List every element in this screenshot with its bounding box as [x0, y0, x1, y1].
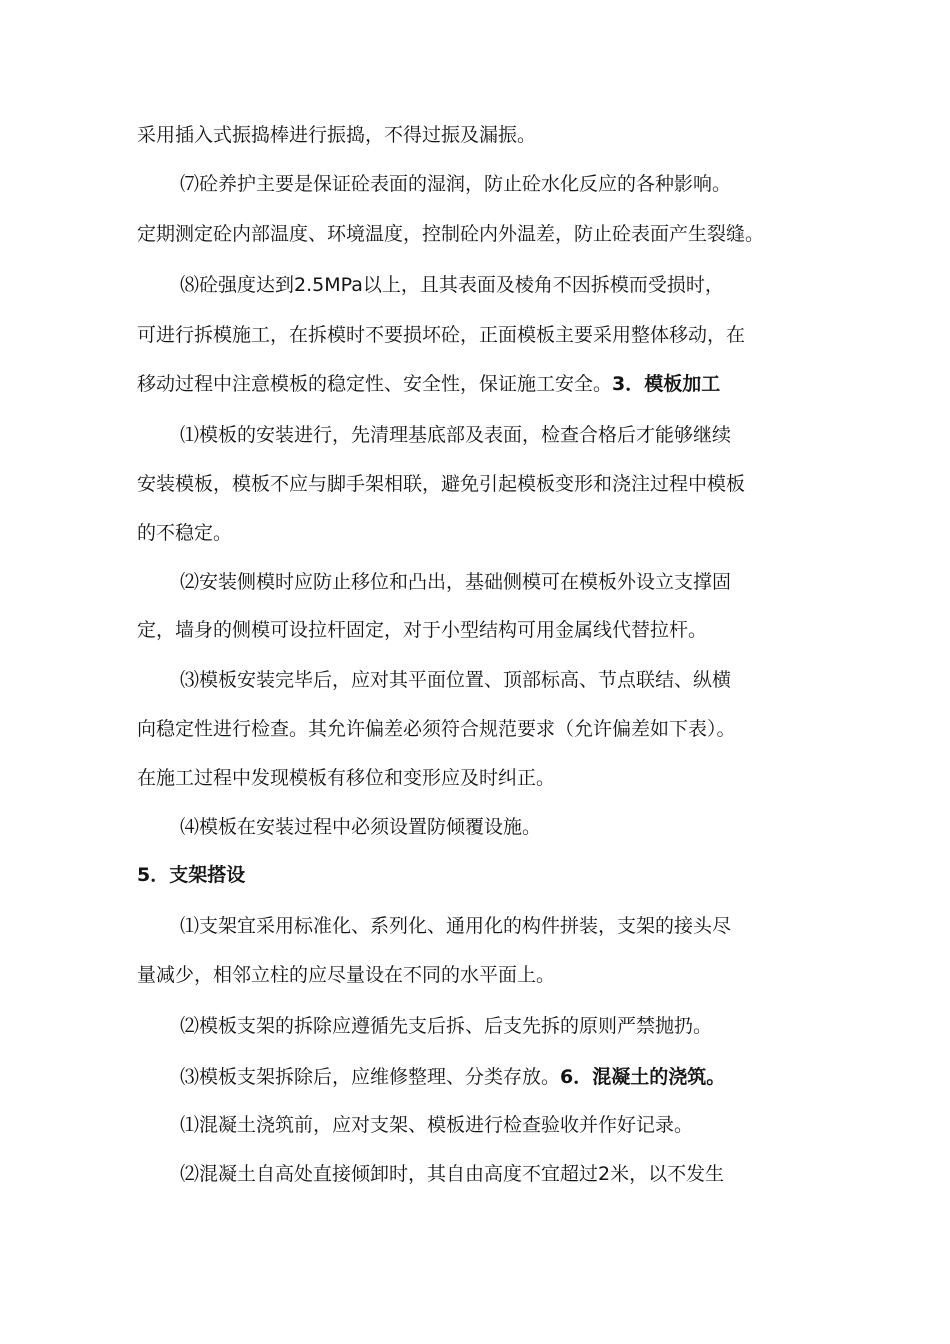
- paragraph-line: ⑴模板的安装进行，先清理基底部及表面，检查合格后才能够继续: [180, 424, 732, 446]
- paragraph-line: 量减少，相邻立柱的应尽量设在不同的水平面上。: [137, 964, 556, 986]
- paragraph-text: 移动过程中注意模板的稳定性、安全性，保证施工安全。: [137, 373, 613, 395]
- paragraph-text: ⑶模板支架拆除后，应维修整理、分类存放。: [180, 1066, 561, 1088]
- paragraph-line: 采用插入式振捣棒进行振捣，不得过振及漏振。: [137, 124, 537, 146]
- paragraph-line: ⑴混凝土浇筑前，应对支架、模板进行检查验收并作好记录。: [180, 1114, 694, 1136]
- paragraph-line: 安装模板，模板不应与脚手架相联，避免引起模板变形和浇注过程中模板: [137, 473, 746, 495]
- paragraph-line: ⑷模板在安装过程中必须设置防倾覆设施。: [180, 816, 542, 838]
- paragraph-line: ⑴支架宜采用标准化、系列化、通用化的构件拼装，支架的接头尽: [180, 915, 732, 937]
- paragraph-line: 在施工过程中发现模板有移位和变形应及时纠正。: [137, 767, 556, 789]
- paragraph-line: [180, 1064, 725, 1090]
- paragraph-line: ⑶模板安装完毕后，应对其平面位置、顶部标高、节点联结、纵横: [180, 669, 732, 691]
- paragraph-line: ⑵安装侧模时应防止移位和凸出，基础侧模可在模板外设立支撑固: [180, 571, 732, 593]
- paragraph-line: 可进行拆模施工，在拆模时不要损坏砼，正面模板主要采用整体移动，在: [137, 324, 746, 346]
- section-heading-5: 5．支架搭设: [137, 864, 246, 886]
- section-heading-3: 3．模板加工: [612, 373, 721, 395]
- paragraph-line: ⑻砼强度达到2.5MPa以上，且其表面及棱角不因拆模而受损时，: [180, 274, 724, 296]
- paragraph-line: [137, 371, 720, 397]
- paragraph-line: ⑺砼养护主要是保证砼表面的湿润，防止砼水化反应的各种影响。: [180, 173, 732, 195]
- paragraph-line: 向稳定性进行检查。其允许偏差必须符合规范要求（允许偏差如下表）。: [137, 718, 736, 740]
- paragraph-line: 的不稳定。: [137, 522, 233, 544]
- paragraph-line: ⑵模板支架的拆除应遵循先支后拆、后支先拆的原则严禁抛扔。: [180, 1015, 713, 1037]
- section-heading-6: 6．混凝土的浇筑。: [560, 1066, 726, 1088]
- paragraph-line: 定期测定砼内部温度、环境温度，控制砼内外温差，防止砼表面产生裂缝。: [137, 223, 765, 245]
- paragraph-line: 定，墙身的侧模可设拉杆固定，对于小型结构可用金属线代替拉杆。: [137, 619, 708, 641]
- paragraph-line: ⑵混凝土自高处直接倾卸时，其自由高度不宜超过2米，以不发生: [180, 1163, 725, 1185]
